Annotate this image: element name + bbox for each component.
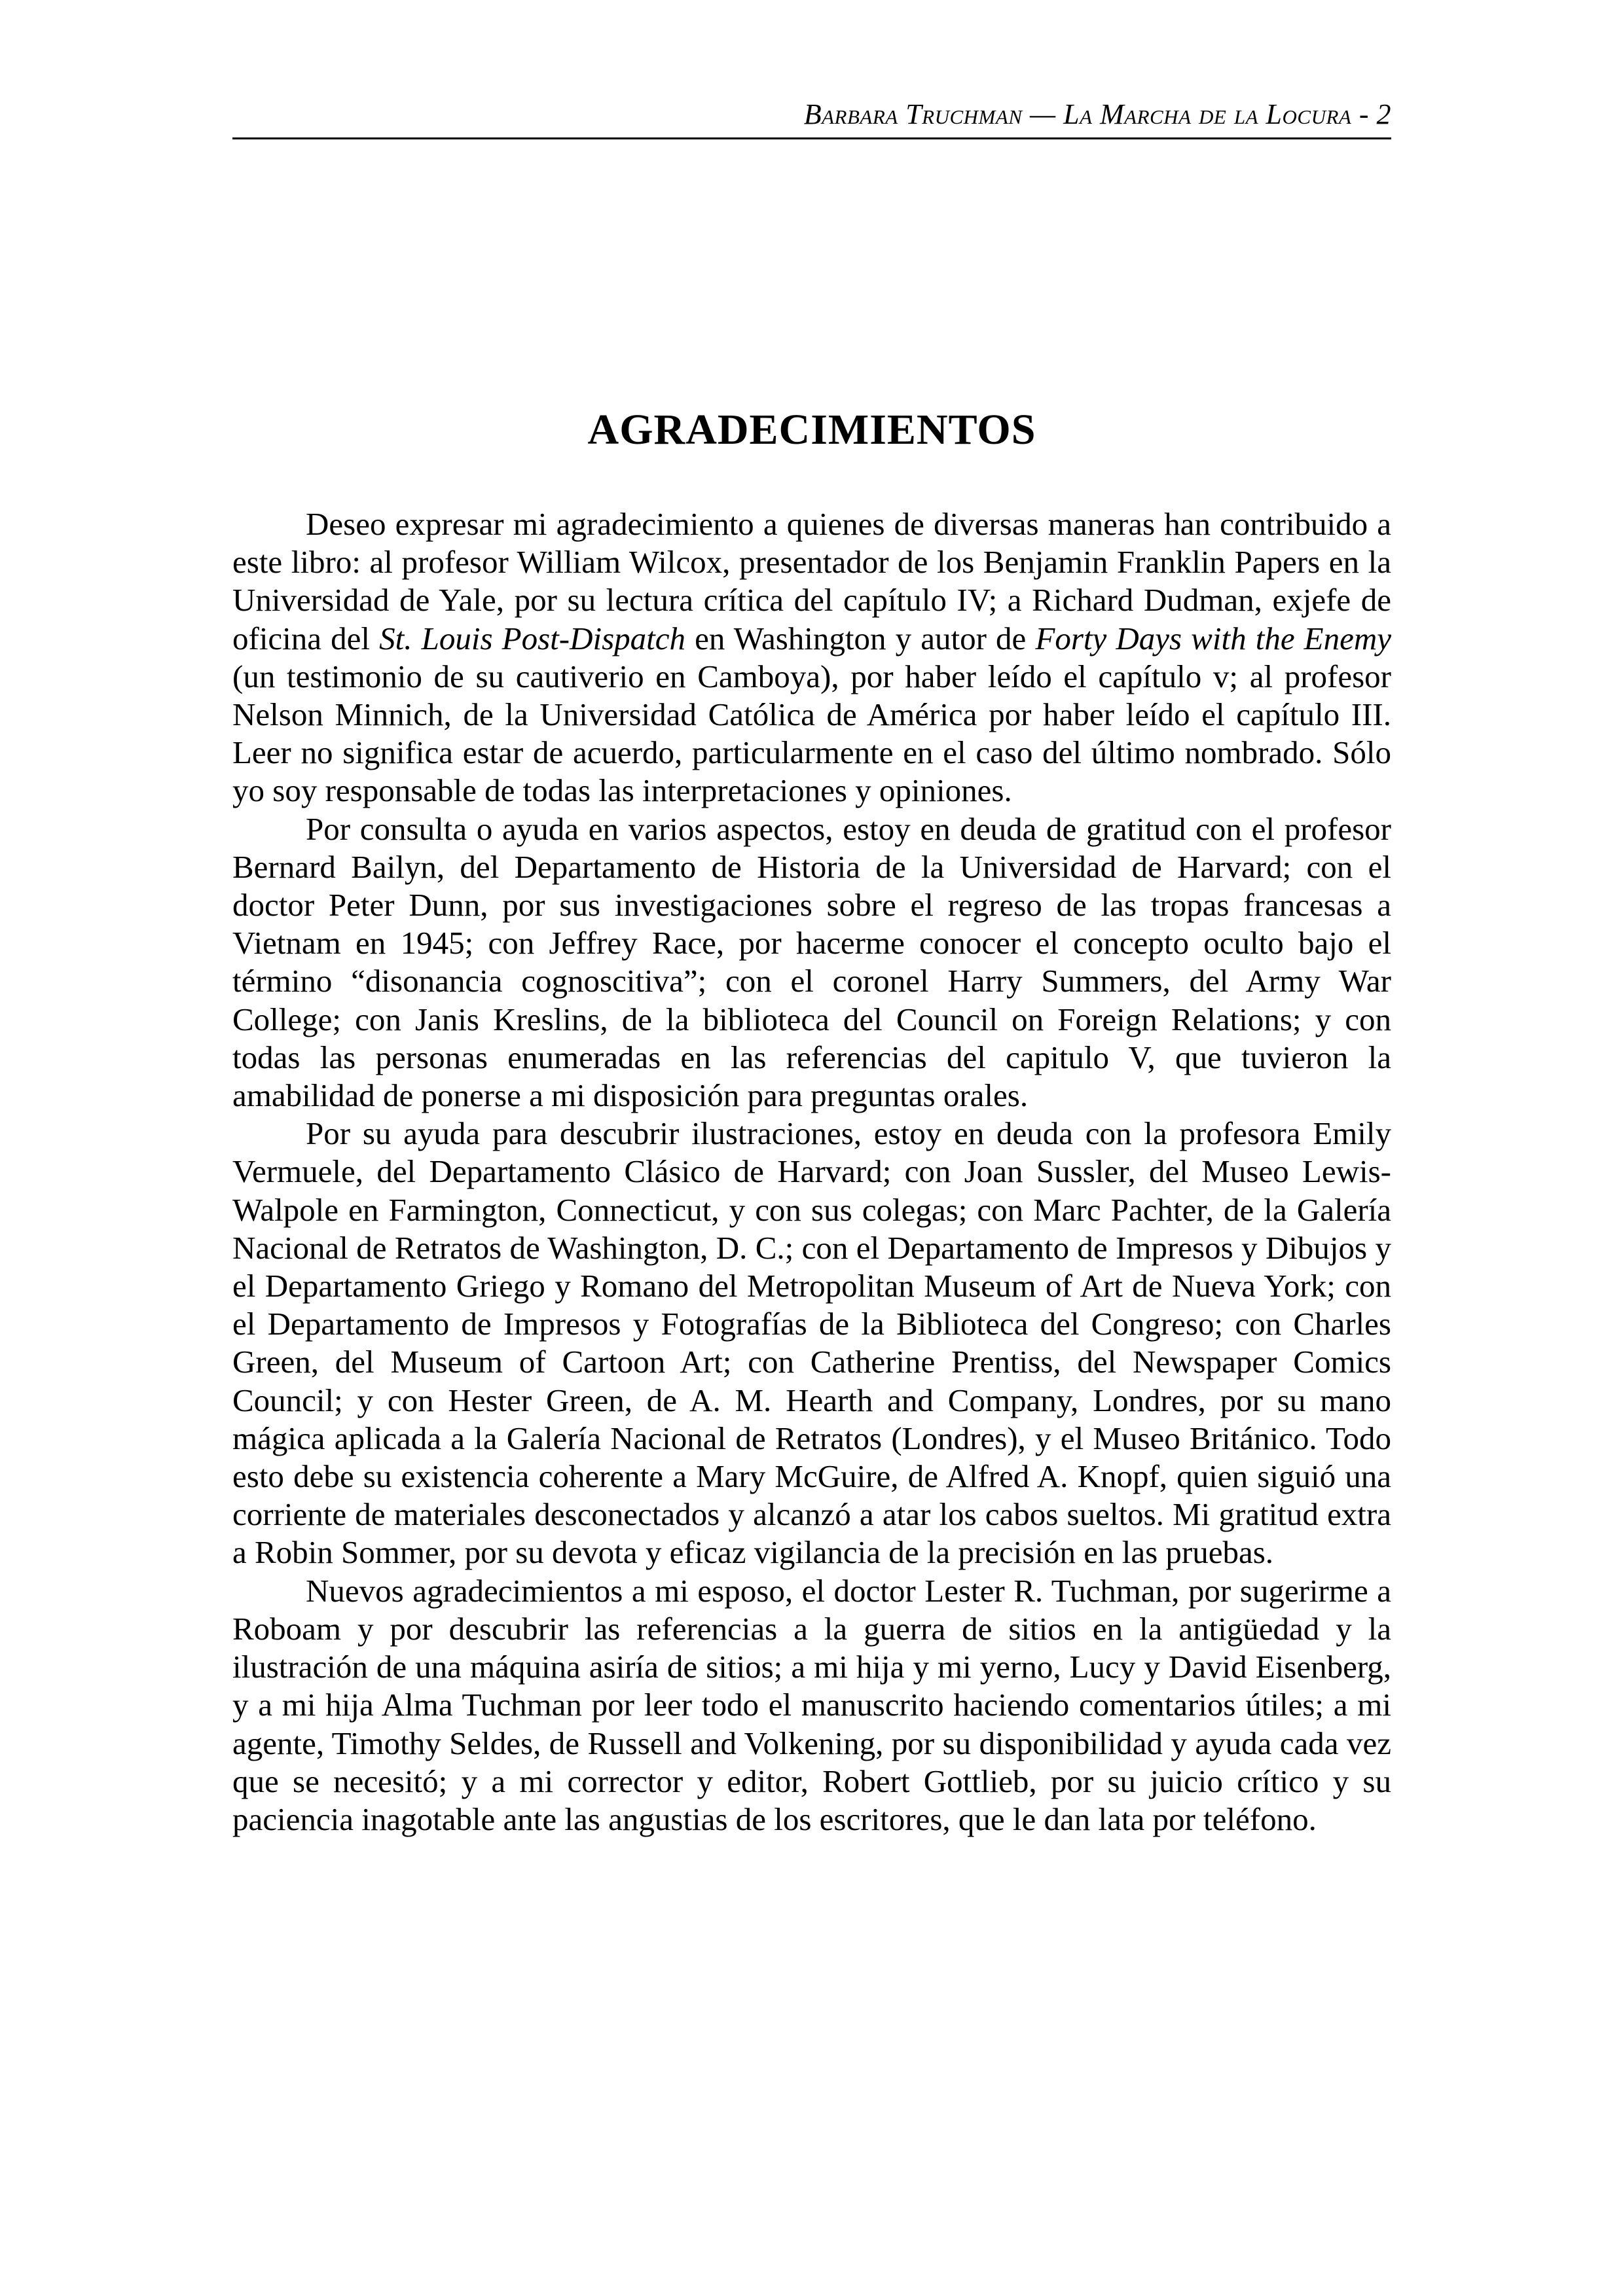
header-rule <box>232 137 1391 139</box>
body-text <box>232 505 1391 1839</box>
chapter-title: AGRADECIMIENTOS <box>587 406 1036 454</box>
paragraph-1-text-e: (un testimonio de su cautiverio en Camboya), por haber leído el capítulo v; al profesor Nelson Minnich, de la Universidad Católica de América por haber leído el capítulo III. Leer no significa estar de acuerdo, particularmente en el caso del último nombrado. Sólo yo soy responsable de todas las interpretaciones y opiniones. <box>232 658 1391 809</box>
paragraph-3: Por su ayuda para descubrir ilustraciones, estoy en deuda con la profesora Emily Vermuele, del Departamento Clásico de Harvard; con Joan Sussler, del Museo Lewis-Walpole en Farmington, Connecticut, y con sus colegas; con Marc Pachter, de la Galería Nacional de Retratos de Washington, D. C.; con el Departamento de Impresos y Dibujos y el Departamento Griego y Romano del Metropolitan Museum of Art de Nueva York; con el Departamento de Impresos y Fotografías de la Biblioteca del Congreso; con Charles Green, del Museum of Cartoon Art; con Catherine Prentiss, del Newspaper Comics Council; y con Hester Green, de A. M. Hearth and Company, Londres, por su mano mágica aplicada a la Galería Nacional de Retratos (Londres), y el Museo Británico. Todo esto debe su existencia coherente a Mary McGuire, de Alfred A. Knopf, quien siguió una corriente de materiales desconectados y alcanzó a atar los cabos sueltos. Mi gratitud extra a Robin Sommer, por su devota y eficaz vigilancia de la precisión en las pruebas. <box>232 1115 1391 1571</box>
book-title: Forty Days with the Enemy <box>1035 620 1391 656</box>
paragraph-1-text-a: Deseo expresar mi agradecimiento a quienes de diversas maneras han contribuido a este libro: al profesor William Wilcox, presentador de los Benjamin Franklin Papers en la Universidad de Yale, por su lectura crítica del capítulo IV; a Richard Dudman, exjefe de oficina del <box>232 506 1391 656</box>
newspaper-title: St. Louis Post-Dispatch <box>379 620 686 656</box>
running-header: Barbara Truchman — La Marcha de la Locura - 2 <box>803 98 1391 130</box>
paragraph-4: Nuevos agradecimientos a mi esposo, el doctor Lester R. Tuchman, por sugerirme a Roboam y por descubrir las referencias a la guerra de sitios en la antigüedad y la ilustración de una máquina asiría de sitios; a mi hija y mi yerno, Lucy y David Eisenberg, y a mi hija Alma Tuchman por leer todo el manuscrito haciendo comentarios útiles; a mi agente, Timothy Seldes, de Russell and Volkening, por su disponibilidad y ayuda cada vez que se necesitó; y a mi corrector y editor, Robert Gottlieb, por su juicio crítico y su paciencia inagotable ante las angustias de los escritores, que le dan lata por teléfono. <box>232 1572 1391 1837</box>
paragraph-1 <box>232 505 1391 810</box>
paragraph-1-text-c: en Washington y autor de <box>685 620 1036 656</box>
paragraph-2: Por consulta o ayuda en varios aspectos, estoy en deuda de gratitud con el profesor Bernard Bailyn, del Departamento de Historia de la Universidad de Harvard; con el doctor Peter Dunn, por sus investigaciones sobre el regreso de las tropas francesas a Vietnam en 1945; con Jeffrey Race, por hacerme conocer el concepto oculto bajo el término “disonancia cognoscitiva”; con el coronel Harry Summers, del Army War College; con Janis Kreslins, de la biblioteca del Council on Foreign Relations; y con todas las personas enumeradas en las referencias del capitulo V, que tuvieron la amabilidad de ponerse a mi disposición para preguntas orales. <box>232 810 1391 1114</box>
